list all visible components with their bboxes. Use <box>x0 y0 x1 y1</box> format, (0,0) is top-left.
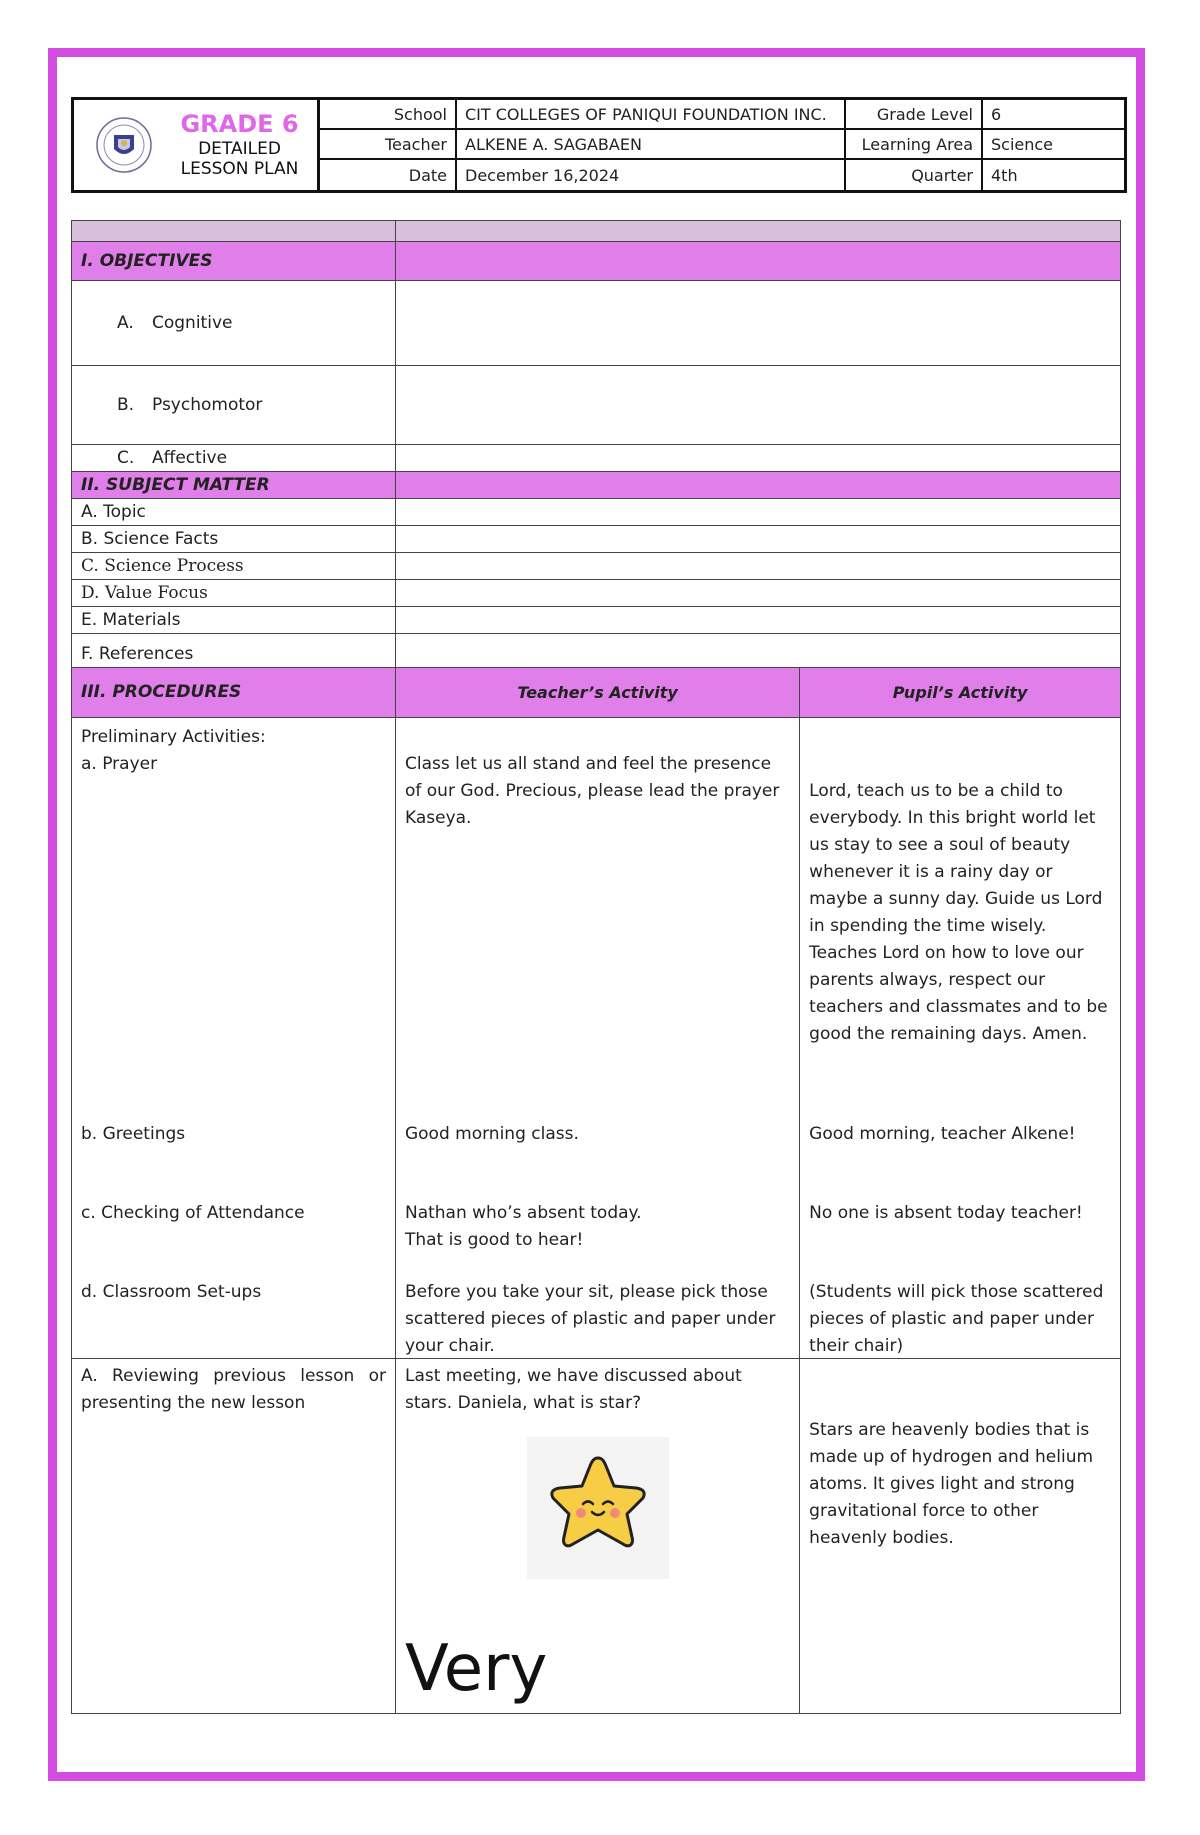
objective-row <box>72 366 1121 445</box>
lesson-plan-table <box>71 220 1121 1714</box>
objectives-header-row <box>72 242 1121 281</box>
grade-title: GRADE 6 <box>180 110 299 139</box>
header-title-block <box>74 100 320 190</box>
objective-letter: B. <box>117 394 135 415</box>
teacher-value: ALKENE A. SAGABAEN <box>457 130 846 160</box>
teacher-activity-header: Teacher’s Activity <box>395 668 799 718</box>
procedures-title: III. PROCEDURES <box>72 668 396 718</box>
teacher-label: Teacher <box>320 130 457 160</box>
learning-area-label: Learning Area <box>846 130 983 160</box>
subject-matter-title: II. SUBJECT MATTER <box>72 472 396 499</box>
setup-pupil-text: (Students will pick those scattered pieces of plastic and paper under their chair) <box>809 1282 1104 1356</box>
procedures-header-row <box>72 668 1121 718</box>
preliminary-label: Preliminary Activities: <box>81 727 266 747</box>
prayer-teacher-text: Class let us all stand and feel the presence of our God. Precious, please lead the prayer Kaseya. <box>404 754 780 828</box>
preliminary-activities-row <box>72 718 1121 1359</box>
very-text: Very <box>404 1632 548 1706</box>
subject-matter-item: F. References <box>72 634 396 668</box>
plan-title-line1: DETAILED <box>198 139 281 159</box>
attendance-teacher-line1: Nathan who’s absent today. <box>404 1203 642 1223</box>
subject-matter-header-row <box>72 472 1121 499</box>
school-label: School <box>320 100 457 130</box>
quarter-label: Quarter <box>846 160 983 190</box>
subject-matter-row <box>72 526 1121 553</box>
setup-label: d. Classroom Set-ups <box>81 1282 262 1302</box>
objective-label: Psychomotor <box>152 394 263 415</box>
greetings-teacher-text: Good morning class. <box>404 1124 579 1144</box>
subject-matter-row <box>72 499 1121 526</box>
smiling-star-image <box>527 1437 669 1579</box>
review-lesson-row <box>72 1359 1121 1714</box>
attendance-label: c. Checking of Attendance <box>81 1203 305 1223</box>
subject-matter-item: D. Value Focus <box>72 580 396 607</box>
pupil-activity-header: Pupil’s Activity <box>800 668 1121 718</box>
plan-title-line2: LESSON PLAN <box>180 159 299 180</box>
prayer-pupil-text: Lord, teach us to be a child to everybody. In this bright world let us stay to see a soul of beauty whenever it is a rainy day or maybe a sunny day. Guide us Lord in spending the time wisely. Teaches Lord on how to love our parents always, respect our teachers and classmates and to be good the remaining days. Amen. <box>809 781 1108 1044</box>
greetings-pupil-text: Good morning, teacher Alkene! <box>809 1124 1076 1144</box>
date-label: Date <box>320 160 457 190</box>
lesson-plan-header <box>71 97 1127 193</box>
objective-row <box>72 281 1121 366</box>
subject-matter-row <box>72 607 1121 634</box>
objectives-title: I. OBJECTIVES <box>72 242 396 281</box>
grey-header-row <box>72 221 1121 242</box>
header-info-grid <box>320 100 1124 190</box>
subject-matter-row <box>72 634 1121 668</box>
deped-seal-icon <box>96 117 152 173</box>
greetings-label: b. Greetings <box>81 1124 186 1144</box>
header-title <box>162 110 317 180</box>
date-value: December 16,2024 <box>457 160 846 190</box>
review-label: A. Reviewing previous lesson or presenting the new lesson <box>72 1359 396 1714</box>
objective-label: Cognitive <box>152 312 233 333</box>
prayer-label: a. Prayer <box>81 754 158 774</box>
objective-letter: C. <box>117 448 135 468</box>
quarter-value: 4th <box>991 165 1018 185</box>
learning-area-value: Science <box>983 130 1124 160</box>
objective-label: Affective <box>152 448 228 468</box>
school-value: CIT COLLEGES OF PANIQUI FOUNDATION INC. <box>457 100 846 130</box>
subject-matter-item: A. Topic <box>72 499 396 526</box>
subject-matter-row <box>72 553 1121 580</box>
review-teacher-text: Last meeting, we have discussed about stars. Daniela, what is star? <box>404 1366 742 1413</box>
subject-matter-item: E. Materials <box>72 607 396 634</box>
subject-matter-item: C. Science Process <box>72 553 396 580</box>
attendance-pupil-text: No one is absent today teacher! <box>809 1203 1083 1223</box>
subject-matter-row <box>72 580 1121 607</box>
review-pupil-text: Stars are heavenly bodies that is made up of hydrogen and helium atoms. It gives light and strong gravitational force to other heavenly bodies. <box>809 1420 1094 1548</box>
grade-level-value: 6 <box>983 100 1124 130</box>
grade-level-label: Grade Level <box>846 100 983 130</box>
attendance-teacher-line2: That is good to hear! <box>404 1230 584 1250</box>
subject-matter-item: B. Science Facts <box>72 526 396 553</box>
objective-row <box>72 445 1121 472</box>
star-icon <box>539 1452 657 1564</box>
objective-letter: A. <box>117 312 134 333</box>
setup-teacher-text: Before you take your sit, please pick those scattered pieces of plastic and paper under your chair. <box>404 1282 776 1356</box>
